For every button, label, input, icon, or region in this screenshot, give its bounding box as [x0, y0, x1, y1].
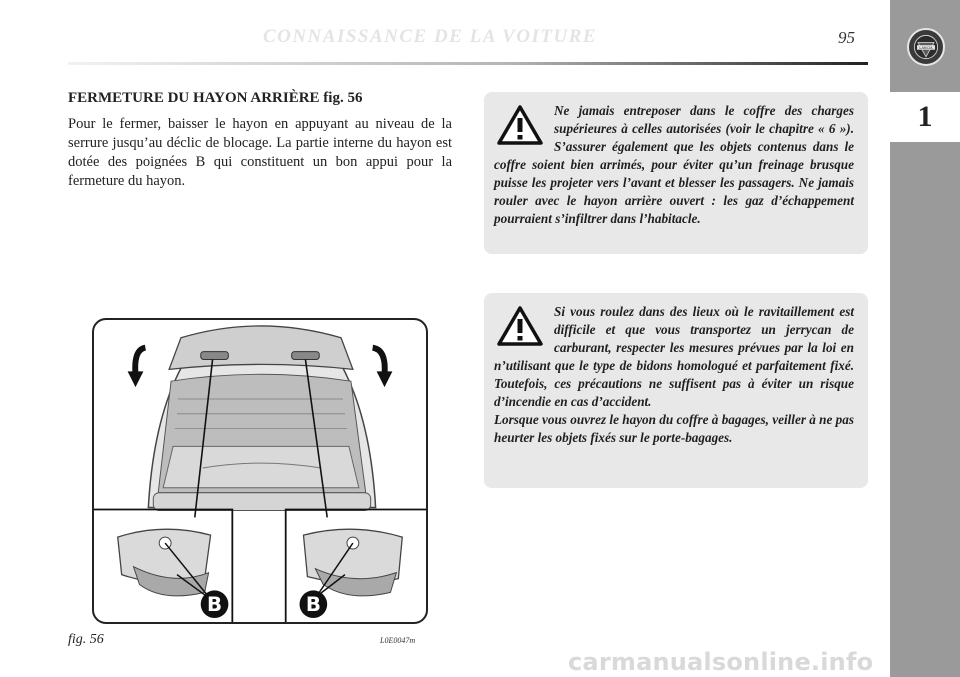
warning-triangle-icon	[496, 305, 548, 353]
warning-text: Si vous roulez dans des lieux où le ravitaillement est difficile et que vous transportez un jerrycan de carburant, respecter les mesures prévues par la loi en n’utilisant que le type de bidons homologué et parfaitement fixé. Toutefois, ces précautions ne suffisent pas à éviter un risque d’incendie en cas d’accident.	[494, 304, 854, 409]
section-body: Pour le fermer, baisser le hayon en appuyant au niveau de la serrure jusqu’au déclic de blocage. La partie interne du hayon est dotée des poignées B qui constituent un bon appui pour la fermeture du hayon.	[68, 116, 452, 189]
figure-code: L0E0047m	[380, 636, 416, 645]
page-number: 95	[838, 28, 855, 47]
figure-tailgate-illustration	[92, 318, 428, 624]
header-rule	[68, 62, 868, 65]
chapter-sidebar	[890, 0, 960, 677]
section-heading: FERMETURE DU HAYON ARRIÈRE fig. 56	[68, 90, 363, 106]
figure-caption: fig. 56	[68, 632, 104, 647]
warning-box-cargo	[484, 92, 868, 254]
svg-text:LANCIA: LANCIA	[919, 45, 933, 50]
warning-triangle-icon	[496, 104, 548, 152]
lancia-logo	[907, 28, 945, 66]
running-header-title: CONNAISSANCE DE LA VOITURE	[262, 26, 598, 47]
chapter-number-tab[interactable]: 1	[890, 92, 960, 142]
watermark: carmanualsonline.info	[568, 648, 874, 676]
warning-text: Ne jamais entreposer dans le coffre des charges supérieures à celles autorisées (voir le chapitre « 6 »). S’assurer également que les objets contenus dans le coffre soient bien arrimés, pour éviter qu’un freinage brusque puisse les projeter vers l’avant et blesser les passagers. Ne jamais rouler avec le hayon arrière ouvert : les gaz d’échappement pourraient s’infiltrer dans l’habitacle.	[494, 103, 854, 226]
callout-b-left: B	[207, 593, 223, 617]
warning-text-continued: Lorsque vous ouvrez le hayon du coffre à bagages, veiller à ne pas heurter les objets fixés sur le porte-bagages.	[494, 412, 854, 445]
callout-b-right: B	[305, 593, 321, 617]
warning-box-fuel	[484, 293, 868, 488]
